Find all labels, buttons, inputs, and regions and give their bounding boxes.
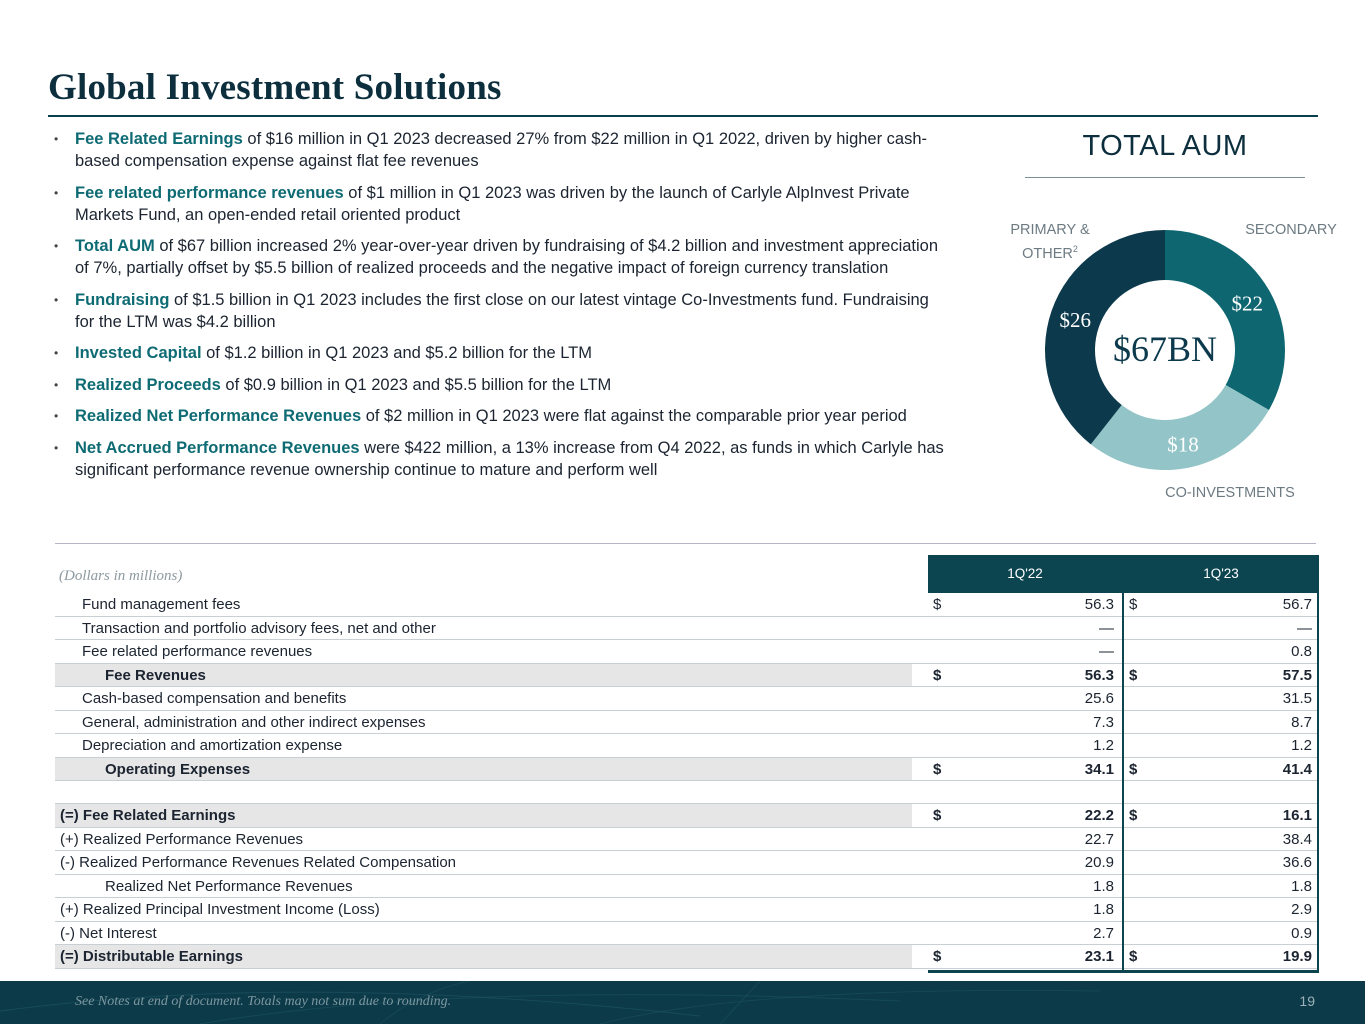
value-1q23: 31.5 — [1282, 690, 1312, 707]
row-label: (+) Realized Performance Revenues — [60, 830, 304, 848]
bullet-text: of $1.5 billion in Q1 2023 includes the first close on our latest vintage Co-Investments fund. Fundraising for the LTM was $4.2 billion — [75, 290, 929, 331]
value-1q23: 56.7 — [1282, 596, 1312, 613]
label-co-investments: CO-INVESTMENTS — [1165, 485, 1295, 501]
currency-symbol: $ — [933, 807, 942, 824]
table-row-subtotal — [55, 664, 1318, 688]
donut-slice-label: $22 — [1231, 291, 1264, 316]
value-1q23: — — [1297, 619, 1312, 637]
bullet-text: of $1.2 billion in Q1 2023 and $5.2 billion for the LTM — [201, 344, 592, 362]
value-1q22: 22.2 — [1084, 807, 1114, 824]
table-row — [55, 851, 1318, 875]
bullet-net-accrued-performance — [52, 437, 952, 481]
bullet-text: of $1 million in Q1 2023 was driven by the launch of Carlyle AlpInvest Private Markets Fund, an open-ended retail oriented product — [75, 183, 910, 224]
page-number: 19 — [1299, 993, 1315, 1009]
bullet-highlight: Fee related performance revenues — [75, 183, 344, 202]
table-row-total — [55, 945, 1318, 969]
section-divider — [55, 543, 1316, 544]
donut-slice-secondary — [1165, 230, 1285, 410]
value-1q22: 56.3 — [1084, 596, 1114, 613]
value-1q22: 1.8 — [1093, 901, 1114, 918]
currency-symbol: $ — [1129, 948, 1138, 965]
table-row — [55, 687, 1318, 711]
aum-donut-chart — [1040, 225, 1290, 475]
bullet-fee-related-performance — [52, 182, 952, 226]
bullet-highlight: Total AUM — [75, 237, 155, 255]
table-row-subtotal — [55, 758, 1318, 782]
footnote-ref: 2 — [1072, 244, 1078, 254]
value-1q22: 56.3 — [1084, 666, 1114, 684]
table-row — [55, 922, 1318, 946]
value-1q22: 22.7 — [1084, 830, 1114, 848]
row-label: General, administration and other indirect expenses — [82, 713, 426, 731]
value-1q22: 23.1 — [1084, 948, 1114, 965]
bullet-text: of $16 million in Q1 2023 decreased 27% from $22 million in Q1 2022, driven by higher cash-based compensation expense against flat fee revenues — [75, 130, 928, 170]
table-spacer-row — [55, 781, 1318, 804]
highlights-list — [52, 128, 952, 490]
row-label: Transaction and portfolio advisory fees, net and other — [82, 619, 436, 637]
bullet-highlight: Fee Related Earnings — [75, 130, 243, 148]
value-1q23: 8.7 — [1291, 713, 1312, 731]
donut-slice-label: $18 — [1167, 432, 1199, 457]
table-header-row — [55, 555, 1318, 593]
page-title: Global Investment Solutions — [48, 67, 502, 108]
row-label: (=) Fee Related Earnings — [60, 807, 236, 824]
row-label: (-) Realized Performance Revenues Related Compensation — [60, 854, 457, 871]
donut-slice-label: $26 — [1059, 307, 1091, 332]
aum-divider — [1025, 177, 1305, 178]
currency-symbol: $ — [933, 596, 942, 613]
table-row — [55, 640, 1318, 664]
row-label: (+) Realized Principal Investment Income (Loss) — [60, 901, 380, 918]
bullet-text: were $422 million, a 13% increase from Q4 2022, as funds in which Carlyle has significant performance revenue ownership continue to mature and perform well — [75, 438, 944, 479]
table-row — [55, 617, 1318, 641]
currency-symbol: $ — [1129, 666, 1138, 684]
value-1q23: 16.1 — [1282, 807, 1312, 824]
label-primary-line2: OTHER — [1022, 245, 1073, 262]
table-bottom-rule — [928, 970, 1319, 973]
value-1q22: 1.8 — [1093, 877, 1114, 895]
donut-slice-co-investments — [1091, 385, 1269, 470]
value-1q22: 20.9 — [1084, 854, 1114, 871]
row-label: Depreciation and amortization expense — [82, 737, 343, 754]
table-row — [55, 828, 1318, 852]
currency-symbol: $ — [933, 760, 942, 778]
value-1q23: 57.5 — [1282, 666, 1312, 684]
footnote: See Notes at end of document. Totals may not sum due to rounding. — [75, 994, 452, 1009]
table-row — [55, 734, 1318, 758]
value-1q23: 1.2 — [1291, 737, 1312, 754]
table-row — [55, 593, 1318, 617]
currency-symbol: $ — [933, 948, 942, 965]
bullet-text: of $2 million in Q1 2023 were flat against the comparable prior year period — [361, 407, 907, 425]
value-1q23: 36.6 — [1282, 854, 1312, 871]
value-1q23: 0.9 — [1291, 924, 1312, 942]
currency-symbol: $ — [1129, 807, 1138, 824]
row-label: (-) Net Interest — [60, 924, 157, 942]
title-divider — [48, 115, 1318, 117]
units-label: (Dollars in millions) — [59, 568, 183, 584]
bullet-total-aum — [52, 235, 952, 279]
bullet-fundraising — [52, 289, 952, 333]
bullet-text: of $67 billion increased 2% year-over-year driven by fundraising of $4.2 billion and investment appreciation of 7%, partially offset by $5.5 billion of realized proceeds and the negative impact of foreign currency translation — [75, 237, 939, 277]
donut-center-label: $67BN — [1112, 329, 1218, 369]
row-label: Fee Revenues — [105, 666, 206, 684]
value-1q23: 41.4 — [1282, 760, 1312, 778]
row-label: Fee related performance revenues — [82, 643, 313, 660]
value-1q22: 2.7 — [1093, 924, 1114, 942]
bullet-realized-proceeds — [52, 374, 952, 396]
value-1q22: 25.6 — [1084, 690, 1114, 707]
value-1q23: 38.4 — [1282, 830, 1312, 848]
bullet-highlight: Realized Proceeds — [75, 375, 221, 394]
bullet-highlight: Fundraising — [75, 290, 170, 309]
value-1q23: 2.9 — [1291, 901, 1312, 918]
value-1q22: — — [1099, 643, 1114, 660]
value-1q23: 19.9 — [1282, 948, 1312, 965]
bullet-text: of $0.9 billion in Q1 2023 and $5.5 billion for the LTM — [220, 375, 612, 394]
table-row — [55, 875, 1318, 899]
row-label: Operating Expenses — [105, 760, 251, 778]
footer-bar — [0, 981, 1365, 1024]
row-label: Fund management fees — [82, 596, 241, 613]
bullet-highlight: Realized Net Performance Revenues — [75, 407, 362, 425]
table-row — [55, 711, 1318, 735]
value-1q23: 1.8 — [1291, 877, 1312, 895]
column-header-1q22: 1Q'22 — [928, 555, 1122, 593]
bullet-highlight: Net Accrued Performance Revenues — [75, 438, 360, 457]
table-row-total — [55, 804, 1318, 828]
row-label: Cash-based compensation and benefits — [82, 690, 347, 707]
bullet-realized-net-performance — [52, 405, 952, 427]
currency-symbol: $ — [1129, 596, 1138, 613]
earnings-table — [55, 555, 1318, 969]
value-1q22: — — [1099, 619, 1114, 637]
label-primary-line1: PRIMARY & — [1010, 222, 1090, 238]
currency-symbol: $ — [933, 666, 942, 684]
value-1q22: 34.1 — [1084, 760, 1114, 778]
value-1q22: 1.2 — [1093, 737, 1114, 754]
bullet-invested-capital — [52, 342, 952, 364]
bullet-fee-related-earnings — [52, 128, 952, 172]
label-secondary: SECONDARY — [1245, 222, 1337, 238]
currency-symbol: $ — [1129, 760, 1138, 778]
bullet-highlight: Invested Capital — [75, 344, 202, 362]
row-label: (=) Distributable Earnings — [60, 948, 243, 965]
value-1q22: 7.3 — [1093, 713, 1114, 731]
aum-title: TOTAL AUM — [1082, 130, 1248, 162]
row-label: Realized Net Performance Revenues — [105, 877, 353, 895]
table-row — [55, 898, 1318, 922]
value-1q23: 0.8 — [1291, 643, 1312, 660]
column-header-1q23: 1Q'23 — [1124, 555, 1318, 593]
